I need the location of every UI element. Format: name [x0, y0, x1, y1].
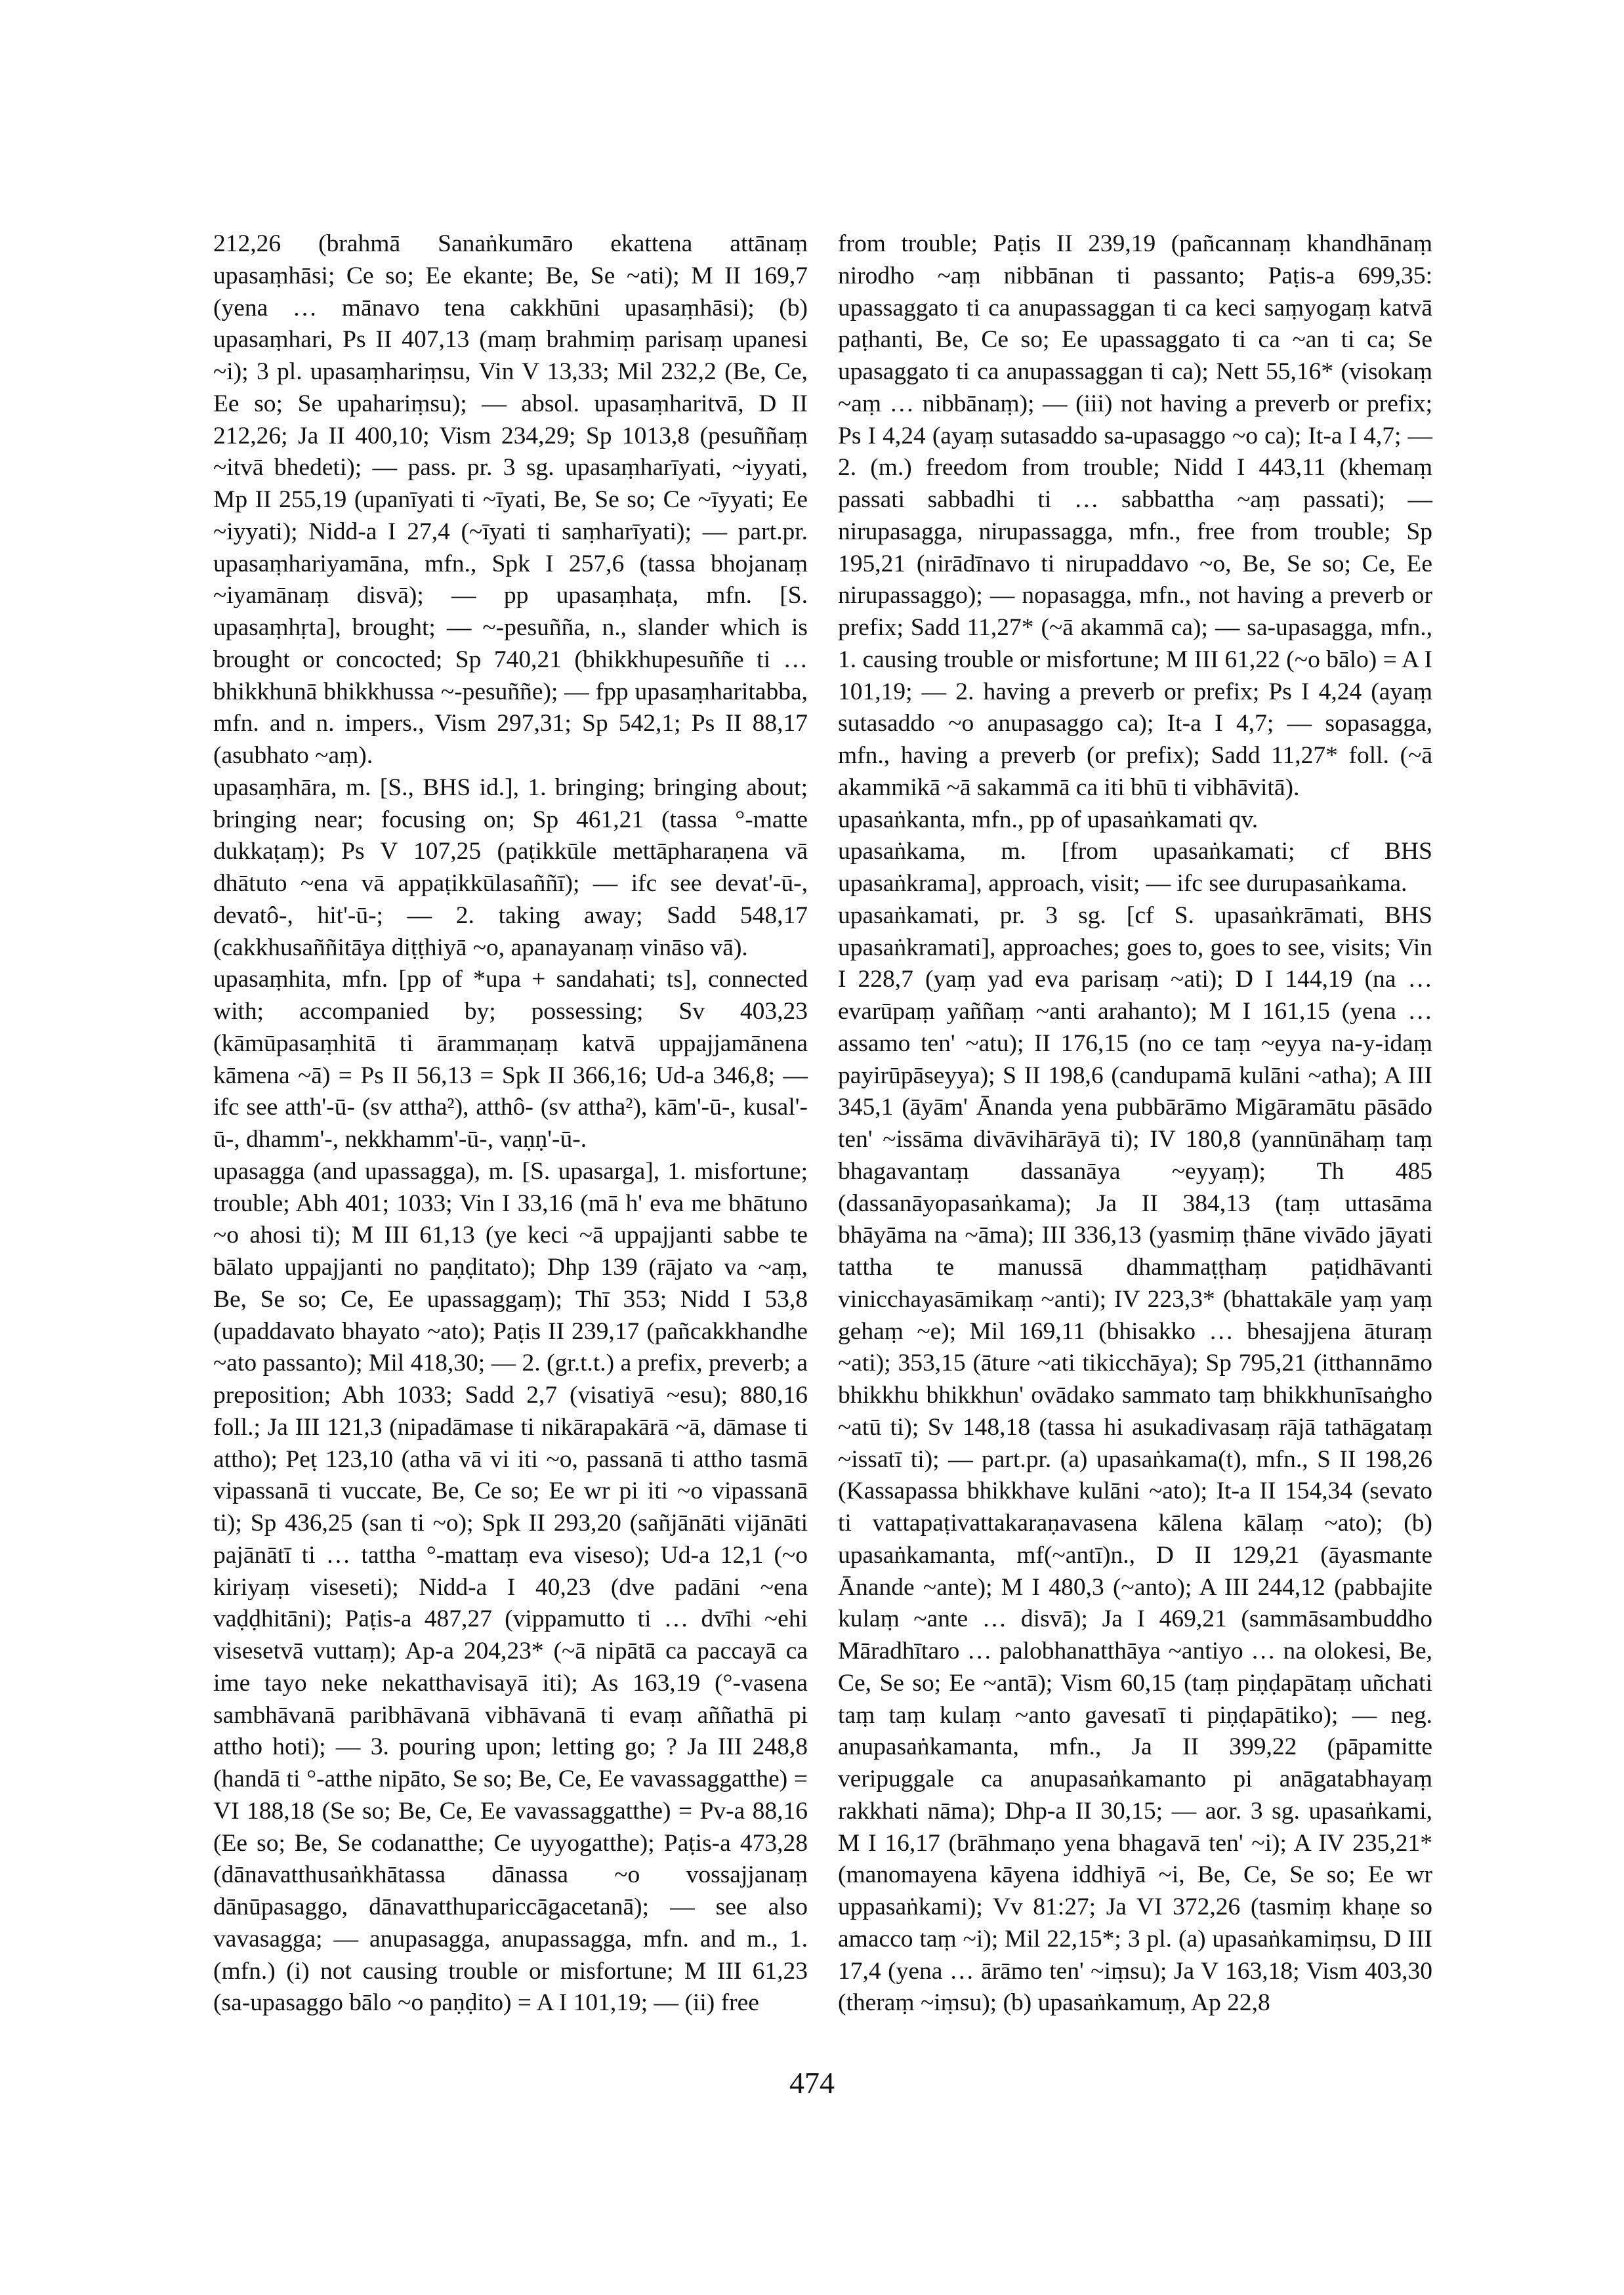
entry-upasagga-continued: from trouble; Paṭis II 239,19 (pañcannaṃ khandhānaṃ nirodho ~aṃ nibbānan ti passanto; Paṭis-a 699,35: upassaggato ti ca anupassaggan ti ca keci saṃyogaṃ katvā paṭhanti, Be, Ce so; Ee upassaggato ti ca ~an ti ca; Se upasaggato ti ca anupassaggan ti ca); Nett 55,16* (visokaṃ ~aṃ … nibbānaṃ); — (iii) not having a preverb or prefix; Ps I 4,24 (ayaṃ sutasaddo sa-upasaggo ~o ca); It-a I 4,7; — 2. (m.) freedom from trouble; Nidd I 443,11 (khemaṃ passati sabbadhi ti … sabbattha ~aṃ passati); — nirupasagga, nirupassagga, mfn., free from trouble; Sp 195,21 (nirādīnavo ti nirupaddavo ~o, Be, Se so; Ce, Ee nirupassaggo); — nopasagga, mfn., not having a preverb or prefix; Sadd 11,27* (~ā akammā ca); — sa-upasagga, mfn., 1. causing trouble or misfortune; M III 61,22 (~o bālo) = A I 101,19; — 2. having a preverb or prefix; Ps I 4,24 (ayaṃ sutasaddo ~o anupasaggo ca); It-a I 4,7; — sopasagga, mfn., having a preverb (or prefix); Sadd 11,27* foll. (~ā akammikā ~ā sakammā ca iti bhū ti vibhāvitā).	[838, 230, 1432, 801]
left-column	[213, 228, 808, 2019]
entry-upasamhita: upasaṃhita, mfn. [pp of *upa + sandahati; ts], connected with; accompanied by; possessing; Sv 403,23 (kāmūpasaṃhitā ti ārammaṇaṃ katvā uppajjamānena kāmena ~ā) = Ps II 56,13 = Spk II 366,16; Ud-a 346,8; — ifc see atth'-ū- (sv attha²), atthô- (sv attha²), kām'-ū-, kusal'-ū-, dhamm'-, nekkhamm'-ū-, vaṇṇ'-ū-.	[213, 966, 808, 1153]
entry-upasankamati: upasaṅkamati, pr. 3 sg. [cf S. upasaṅkrāmati, BHS upasaṅkramati], approaches; goes to, goes to see, visits; Vin I 228,7 (yaṃ yad eva parisaṃ ~ati); D I 144,19 (na … evarūpaṃ yaññaṃ ~anti arahanto); M I 161,15 (yena … assamo ten' ~atu); II 176,15 (no ce taṃ ~eyya na-y-idaṃ payirūpāseyya); S II 198,6 (candupamā kulāni ~atha); A III 345,1 (āyām' Ānanda yena pubbārāmo Migāramātu pāsādo ten' ~issāma divāvihārāyā ti); IV 180,8 (yannūnāhaṃ taṃ bhagavantaṃ dassanāya ~eyyaṃ); Th 485 (dassanāyopasaṅkama); Ja II 384,13 (taṃ uttasāma bhāyāma na ~āma); III 336,13 (yasmiṃ ṭhāne vivādo jāyati tattha te manussā dhammaṭṭhaṃ paṭidhāvanti vinicchayasāmikaṃ ~anti); IV 223,3* (bhattakāle yaṃ yaṃ gehaṃ ~e); Mil 169,11 (bhisakko … bhesajjena āturaṃ ~ati); 353,15 (āture ~ati tikicchāya); Sp 795,21 (itthannāmo bhikkhu bhikkhun' ovādako sammato taṃ bhikkhunīsaṅgho ~atū ti); Sv 148,18 (tassa hi asukadivasaṃ rājā tathāgataṃ ~issatī ti); — part.pr. (a) upasaṅkama(t), mfn., S II 198,26 (Kassapassa bhikkhave kulāni ~ato); It-a II 154,34 (sevato ti vattapaṭivattakaraṇavasena kālena kālaṃ ~ato); (b) upasaṅkamanta, mf(~antī)n., D II 129,21 (āyasmante Ānande ~ante); M I 480,3 (~anto); A III 244,12 (pabbajite kulaṃ ~ante … disvā); Ja I 469,21 (sammāsambuddho Māradhītaro … palobhanatthāya ~antiyo … na olokesi, Be, Ce, Se so; Ee ~antā); Vism 60,15 (taṃ piṇḍapātaṃ uñchati taṃ taṃ kulaṃ ~anto gavesatī ti piṇḍapātiko); — neg. anupasaṅkamanta, mfn., Ja II 399,22 (pāpamitte veripuggale ca anupasaṅkamanto pi anāgatabhayaṃ rakkhati nāma); Dhp-a II 30,15; — aor. 3 sg. upasaṅkami, M I 16,17 (brāhmaṇo yena bhagavā ten' ~i); A IV 235,21* (manomayena kāyena iddhiyā ~i, Be, Ce, Se so; Ee wr uppasaṅkami); Vv 81:27; Ja VI 372,26 (tasmiṃ khaṇe so amacco taṃ ~i); Mil 22,15*; 3 pl. (a) upasaṅkamiṃsu, D III 17,4 (yena … ārāmo ten' ~iṃsu); Ja V 163,18; Vism 403,30 (theraṃ ~iṃsu); (b) upasaṅkamuṃ, Ap 22,8	[838, 901, 1432, 2017]
page-number: 474	[789, 2066, 835, 2099]
entry-upasamhara: upasaṃhāra, m. [S., BHS id.], 1. bringing; bringing about; bringing near; focusing on; Sp 461,21 (tassa °-matte dukkaṭaṃ); Ps V 107,25 (paṭikkūle mettāpharaṇena vā dhātuto ~ena vā appaṭikkūlasaññī); — ifc see devat'-ū-, devatô-, hit'-ū-; — 2. taking away; Sadd 548,17 (cakkhusaññitāya diṭṭhiyā ~o, apanayanaṃ vināso vā).	[213, 774, 808, 961]
entry-upasagga: upasagga (and upassagga), m. [S. upasarga], 1. misfortune; trouble; Abh 401; 1033; Vin I 33,16 (mā h' eva me bhātuno ~o ahosi ti); M III 61,13 (ye keci ~ā uppajjanti sabbe te bālato uppajjanti no paṇḍitato); Dhp 139 (rājato va ~aṃ, Be, Se so; Ce, Ee upassaggaṃ); Thī 353; Nidd I 53,8 (upaddavato bhayato ~ato); Paṭis II 239,17 (pañcakkhandhe ~ato passanto); Mil 418,30; — 2. (gr.t.t.) a prefix, preverb; a preposition; Abh 1033; Sadd 2,7 (visatiyā ~esu); 880,16 foll.; Ja III 121,3 (nipadāmase ti nikārapakārā ~ā, dāmase ti attho); Peṭ 123,10 (atha vā vi iti ~o, passanā ti attho tasmā vipassanā ti vuccate, Be, Ce so; Ee wr pi iti ~o vipassanā ti); Sp 436,25 (san ti ~o); Spk II 293,20 (sañjānāti vijānāti pajānātī ti … tattha °-mattaṃ eva viseso); Ud-a 12,1 (~o kiriyaṃ viseseti); Nidd-a I 40,23 (dve padāni ~ena vaḍḍhitāni); Paṭis-a 487,27 (vippamutto ti … dvīhi ~ehi visesetvā vuttaṃ); Ap-a 204,23* (~ā nipātā ca paccayā ca ime tayo neke nekatthavisayā iti); As 163,19 (°-vasena sambhāvanā paribhāvanā vibhāvanā ti evaṃ aññathā pi attho hoti); — 3. pouring upon; letting go; ? Ja III 248,8 (handā ti °-atthe nipāto, Se so; Be, Ce, Ee vavassaggatthe) = VI 188,18 (Se so; Be, Ce, Ee vavassaggatthe) = Pv-a 88,16 (Ee so; Be, Se codanatthe; Ce uyyogatthe); Paṭis-a 473,28 (dānavatthusaṅkhātassa dānassa ~o vossajjanaṃ dānūpasaggo, dānavatthupariccāgacetanā); — see also vavasagga; — anupasagga, anupassagga, mfn. and m., 1. (mfn.) (i) not causing trouble or misfortune; M III 61,23 (sa-upasaggo bālo ~o paṇḍito) = A I 101,19; — (ii) free	[213, 1157, 808, 2017]
entry-upasankanta: upasaṅkanta, mfn., pp of upasaṅkamati qv.	[838, 806, 1259, 833]
entry-upasankama: upasaṅkama, m. [from upasaṅkamati; cf BHS upasaṅkrama], approach, visit; — ifc see durupasaṅkama.	[838, 838, 1432, 897]
right-column	[838, 228, 1432, 2019]
entry-upasamharati-continued: 212,26 (brahmā Sanaṅkumāro ekattena attānaṃ upasaṃhāsi; Ce so; Ee ekante; Be, Se ~ati); M II 169,7 (yena … mānavo tena cakkhūni upasaṃhāsi); (b) upasaṃhari, Ps II 407,13 (maṃ brahmiṃ parisaṃ upanesi ~i); 3 pl. upasaṃhariṃsu, Vin V 13,33; Mil 232,2 (Be, Ce, Ee so; Se upahariṃsu); — absol. upasaṃharitvā, D II 212,26; Ja II 400,10; Vism 234,29; Sp 1013,8 (pesuññaṃ ~itvā bhedeti); — pass. pr. 3 sg. upasaṃharīyati, ~iyyati, Mp II 255,19 (upanīyati ti ~īyati, Be, Se so; Ce ~īyyati; Ee ~iyyati); Nidd-a I 27,4 (~īyati ti saṃharīyati); — part.pr. upasaṃhariyamāna, mfn., Spk I 257,6 (tassa bhojanaṃ ~iyamānaṃ disvā); — pp upasaṃhaṭa, mfn. [S. upasaṃhṛta], brought; — ~-pesuñña, n., slander which is brought or concocted; Sp 740,21 (bhikkhupesuññe ti … bhikkhunā bhikkhussa ~-pesuññe); — fpp upasaṃharitabba, mfn. and n. impers., Vism 297,31; Sp 542,1; Ps II 88,17 (asubhato ~aṃ).	[213, 230, 808, 769]
